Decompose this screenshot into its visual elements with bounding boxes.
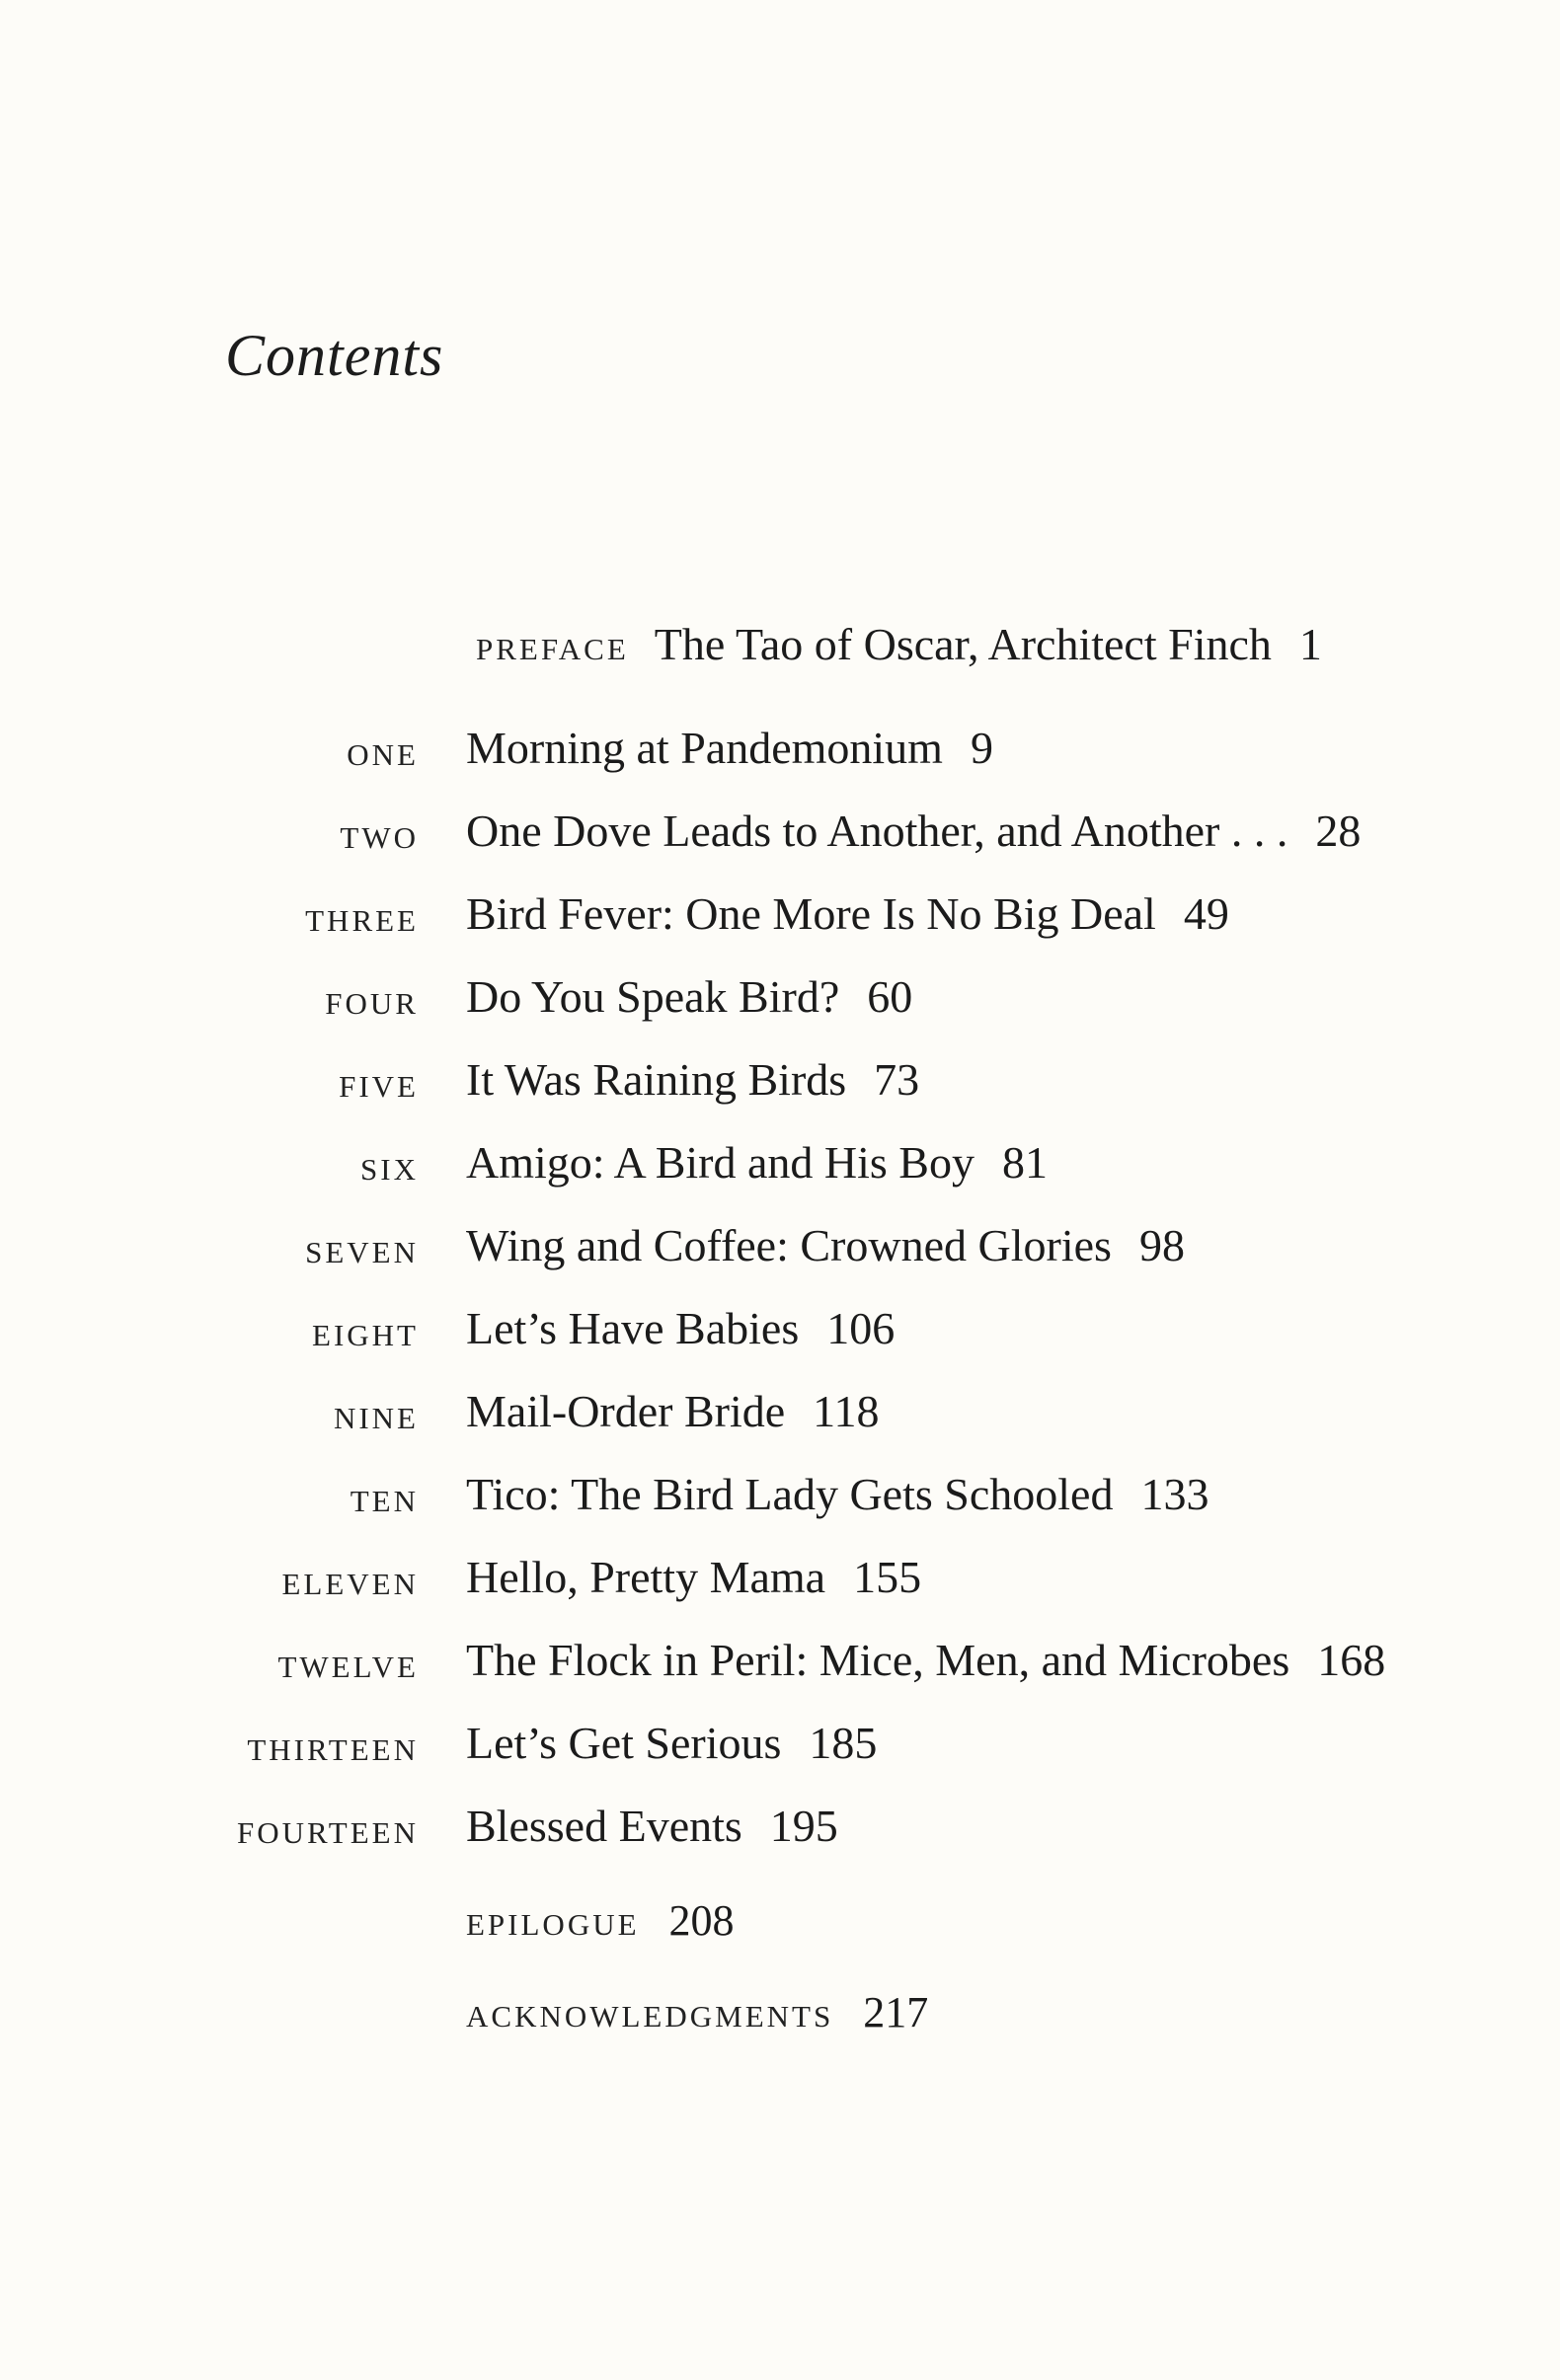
chapter-label: SEVEN xyxy=(305,1235,419,1269)
chapter-title: The Flock in Peril: Mice, Men, and Microbes xyxy=(466,1635,1290,1685)
page-title: Contents xyxy=(225,323,444,388)
chapter-page: 98 xyxy=(1138,1220,1185,1270)
toc-entry-chapter[interactable] xyxy=(0,1213,1560,1272)
toc-entry-chapter[interactable] xyxy=(0,799,1560,858)
entry-page: 1 xyxy=(1298,619,1322,669)
chapter-page: 185 xyxy=(809,1718,878,1768)
chapter-title: Mail-Order Bride xyxy=(466,1386,786,1436)
chapter-label: EIGHT xyxy=(312,1318,419,1352)
toc-entry-chapter[interactable] xyxy=(0,1794,1560,1853)
chapter-title: Let’s Get Serious xyxy=(466,1718,782,1768)
toc-entry-acknowledgments[interactable] xyxy=(0,1979,1560,2038)
chapter-label: SIX xyxy=(360,1152,419,1187)
toc-entry-chapter[interactable] xyxy=(0,1130,1560,1190)
chapter-label: THREE xyxy=(305,903,419,938)
chapter-label: ELEVEN xyxy=(281,1567,419,1601)
toc-entry-chapter[interactable] xyxy=(0,1462,1560,1521)
chapter-title: Tico: The Bird Lady Gets Schooled xyxy=(466,1469,1114,1519)
chapter-label: FOUR xyxy=(325,986,419,1021)
chapter-title: Blessed Events xyxy=(466,1801,742,1851)
chapter-page: 28 xyxy=(1315,806,1362,856)
chapter-label: FOURTEEN xyxy=(236,1815,419,1850)
chapter-label: FIVE xyxy=(339,1069,419,1104)
chapter-page: 73 xyxy=(874,1054,920,1105)
toc-entry-chapter[interactable] xyxy=(0,964,1560,1024)
entry-title: The Tao of Oscar, Architect Finch xyxy=(654,619,1272,669)
chapter-page: 9 xyxy=(970,723,993,773)
chapter-page: 60 xyxy=(867,971,913,1022)
chapter-label: ONE xyxy=(347,737,419,772)
chapter-page: 81 xyxy=(1001,1137,1048,1188)
chapter-page: 168 xyxy=(1317,1635,1386,1685)
chapter-label: NINE xyxy=(333,1401,419,1435)
toc-entry-chapter[interactable] xyxy=(0,882,1560,941)
chapter-label: TEN xyxy=(350,1484,419,1518)
chapter-title: One Dove Leads to Another, and Another . . . xyxy=(466,806,1288,856)
chapter-page: 155 xyxy=(853,1552,922,1602)
entry-label: PREFACE xyxy=(476,632,629,666)
entry-text xyxy=(476,618,1322,670)
chapter-page: 118 xyxy=(813,1386,880,1436)
chapter-label: THIRTEEN xyxy=(247,1732,419,1767)
chapter-title: Amigo: A Bird and His Boy xyxy=(466,1137,975,1188)
toc-entry-chapter[interactable] xyxy=(0,1296,1560,1355)
chapter-title: Let’s Have Babies xyxy=(466,1303,800,1353)
chapter-title: It Was Raining Birds xyxy=(466,1054,847,1105)
chapter-page: 195 xyxy=(769,1801,838,1851)
chapter-title: Wing and Coffee: Crowned Glories xyxy=(466,1220,1112,1270)
chapter-page: 133 xyxy=(1140,1469,1209,1519)
toc-entry-chapter[interactable] xyxy=(0,1711,1560,1770)
entry-page: 217 xyxy=(863,1988,929,2036)
toc-entry-chapter[interactable] xyxy=(0,1047,1560,1107)
entry-page: 208 xyxy=(668,1896,735,1945)
toc-entry-chapter[interactable] xyxy=(0,1545,1560,1604)
entry-label: ACKNOWLEDGMENTS xyxy=(466,1999,834,2034)
toc-entry-preface[interactable] xyxy=(0,612,1560,671)
toc-entry-chapter[interactable] xyxy=(0,1628,1560,1687)
toc-entry-chapter[interactable] xyxy=(0,716,1560,775)
entry-label: EPILOGUE xyxy=(466,1907,640,1942)
chapter-title: Hello, Pretty Mama xyxy=(466,1552,826,1602)
chapter-title: Bird Fever: One More Is No Big Deal xyxy=(466,888,1156,939)
chapter-label: TWO xyxy=(340,820,419,855)
toc-entry-chapter[interactable] xyxy=(0,1379,1560,1438)
chapter-title: Morning at Pandemonium xyxy=(466,723,943,773)
chapter-label: TWELVE xyxy=(277,1650,419,1684)
chapter-title: Do You Speak Bird? xyxy=(466,971,840,1022)
chapter-page: 106 xyxy=(826,1303,896,1353)
chapter-page: 49 xyxy=(1183,888,1229,939)
toc-entry-epilogue[interactable] xyxy=(0,1887,1560,1947)
